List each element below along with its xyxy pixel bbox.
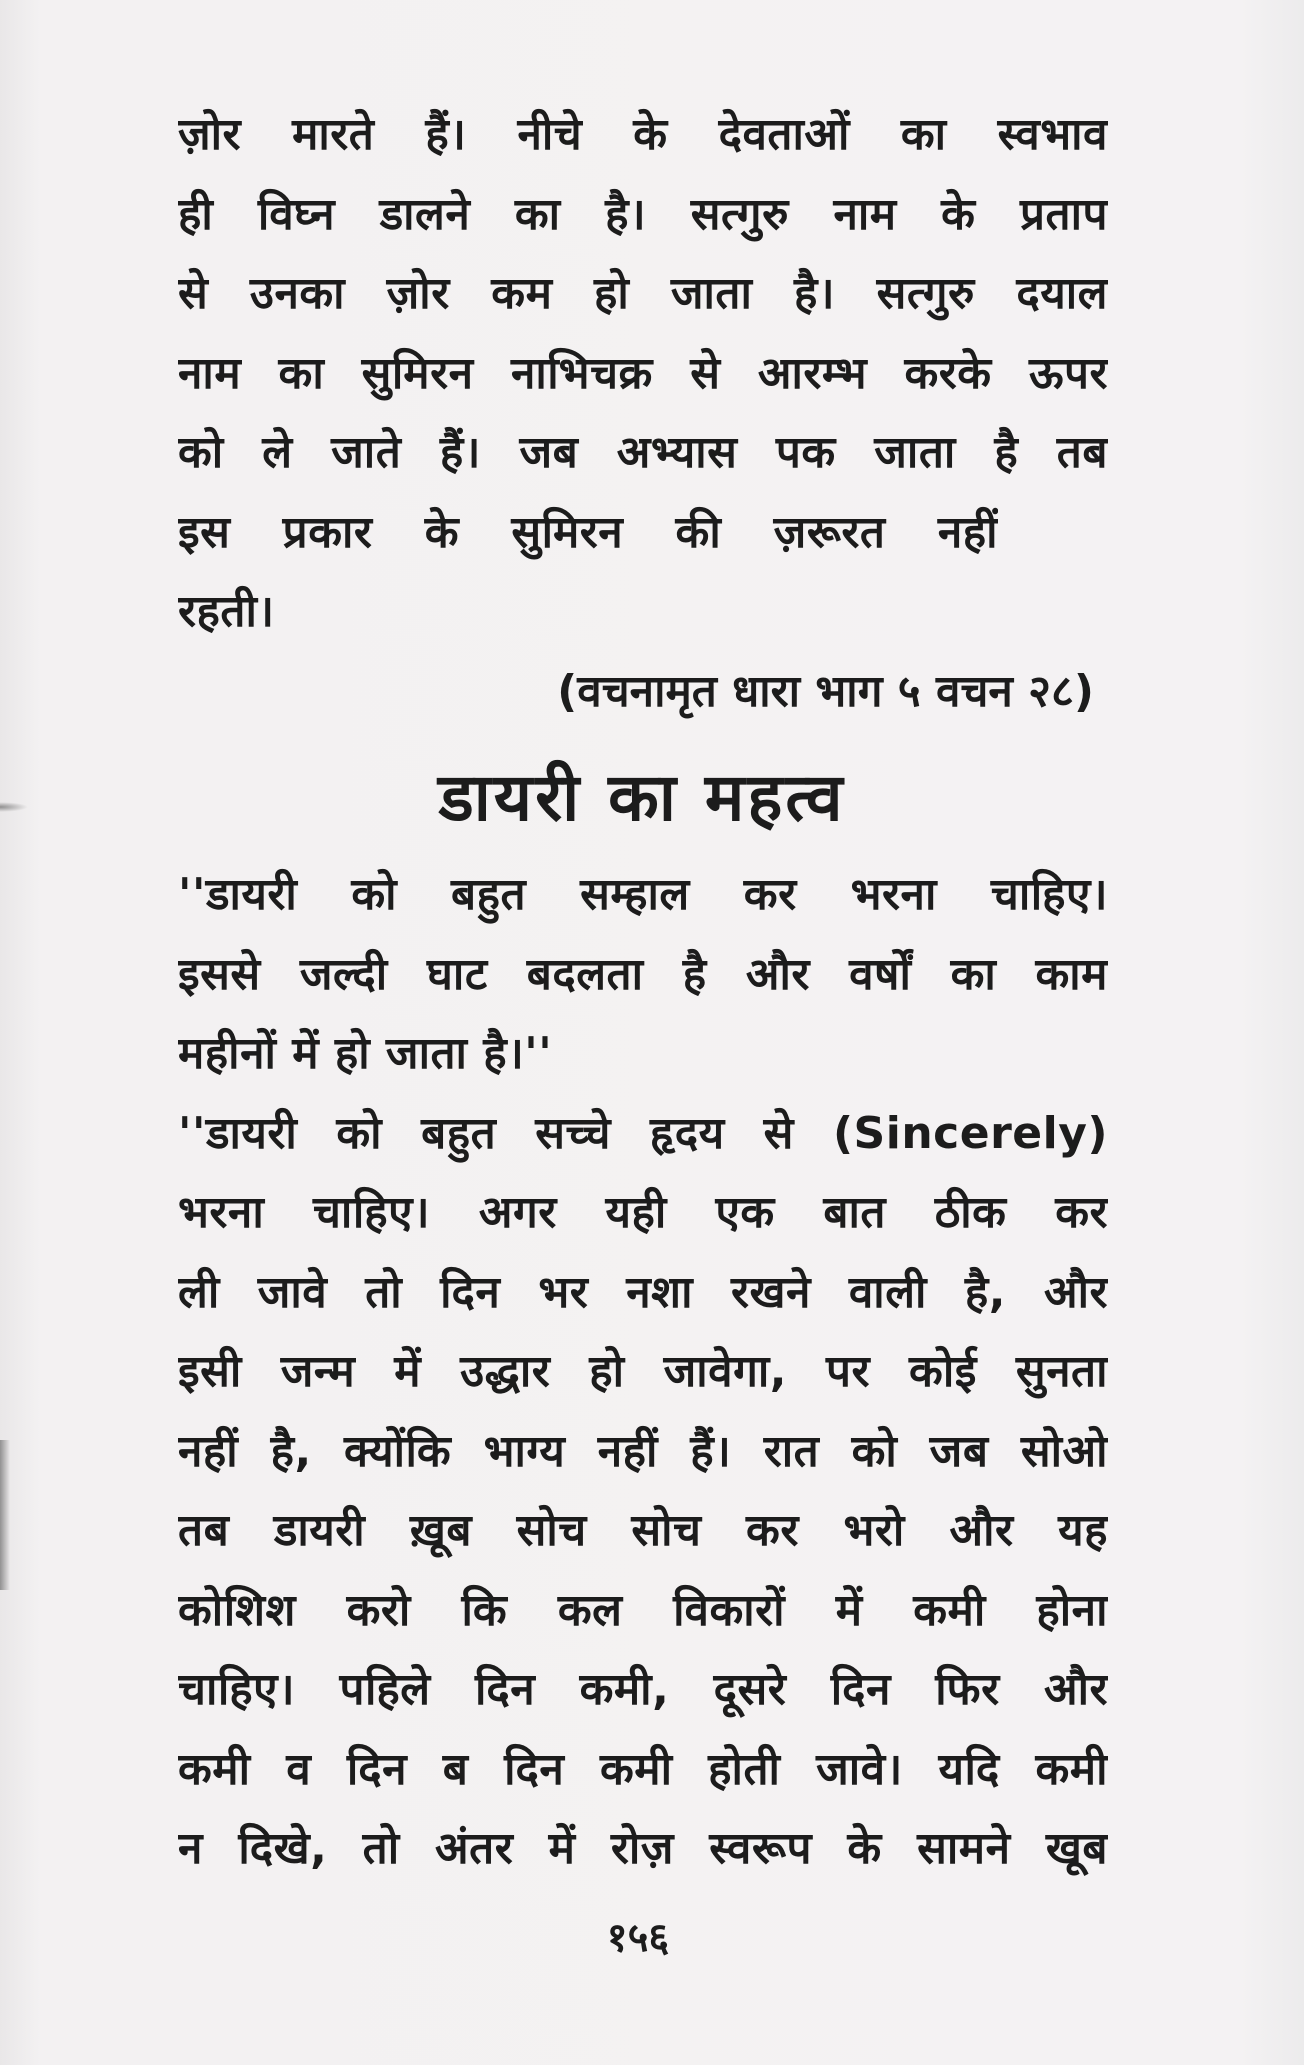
- passage-diary: [178, 855, 1108, 1889]
- passage-line: इससे जल्दी घाट बदलता है और वर्षों का काम: [178, 948, 1108, 1000]
- passage-line: ही विघ्न डालने का है। सत्गुरु नाम के प्रताप: [178, 188, 1108, 240]
- citation: (वचनामृत धारा भाग ५ वचन २८): [557, 666, 1094, 717]
- passage-continued: [178, 95, 1108, 652]
- passage-line: चाहिए। पहिले दिन कमी, दूसरे दिन फिर और: [178, 1664, 1108, 1715]
- passage-line: ज़ोर मारते हैं। नीचे के देवताओं का स्वभाव: [178, 109, 1108, 160]
- passage-line: ''डायरी को बहुत सम्हाल कर भरना चाहिए।: [178, 869, 1108, 920]
- passage-line: भरना चाहिए। अगर यही एक बात ठीक कर: [178, 1187, 1108, 1238]
- passage-line: को ले जाते हैं। जब अभ्यास पक जाता है तब: [178, 427, 1108, 478]
- section-heading: डायरी का महत्व: [438, 759, 846, 836]
- passage-line: ली जावे तो दिन भर नशा रखने वाली है, और: [178, 1266, 1108, 1318]
- passage-line: इस प्रकार के सुमिरन की ज़रूरत नहीं: [178, 506, 998, 558]
- passage-line: कमी व दिन ब दिन कमी होती जावे। यदि कमी: [178, 1743, 1108, 1795]
- passage-line: तब डायरी ख़ूब सोच सोच कर भरो और यह: [178, 1505, 1108, 1556]
- passage-line: महीनों में हो जाता है।'': [178, 1028, 553, 1079]
- passage-line: इसी जन्म में उद्धार हो जावेगा, पर कोई सुनता: [178, 1346, 1108, 1397]
- passage-line: से उनका ज़ोर कम हो जाता है। सत्गुरु दयाल: [178, 268, 1108, 319]
- passage-line: कोशिश करो कि कल विकारों में कमी होना: [178, 1584, 1108, 1636]
- passage-line: ''डायरी को बहुत सच्चे हृदय से (Sincerely): [178, 1107, 1108, 1159]
- passage-line: नहीं है, क्योंकि भाग्य नहीं हैं। रात को जब सोओ: [178, 1425, 1108, 1477]
- scan-shadow-mark: [0, 1440, 10, 1590]
- page-number: १५६: [606, 1915, 670, 1961]
- passage-line: न दिखे, तो अंतर में रोज़ स्वरूप के सामने खूब: [178, 1823, 1108, 1874]
- passage-line: नाम का सुमिरन नाभिचक्र से आरम्भ करके ऊपर: [178, 347, 1108, 399]
- passage-line: रहती।: [178, 586, 275, 637]
